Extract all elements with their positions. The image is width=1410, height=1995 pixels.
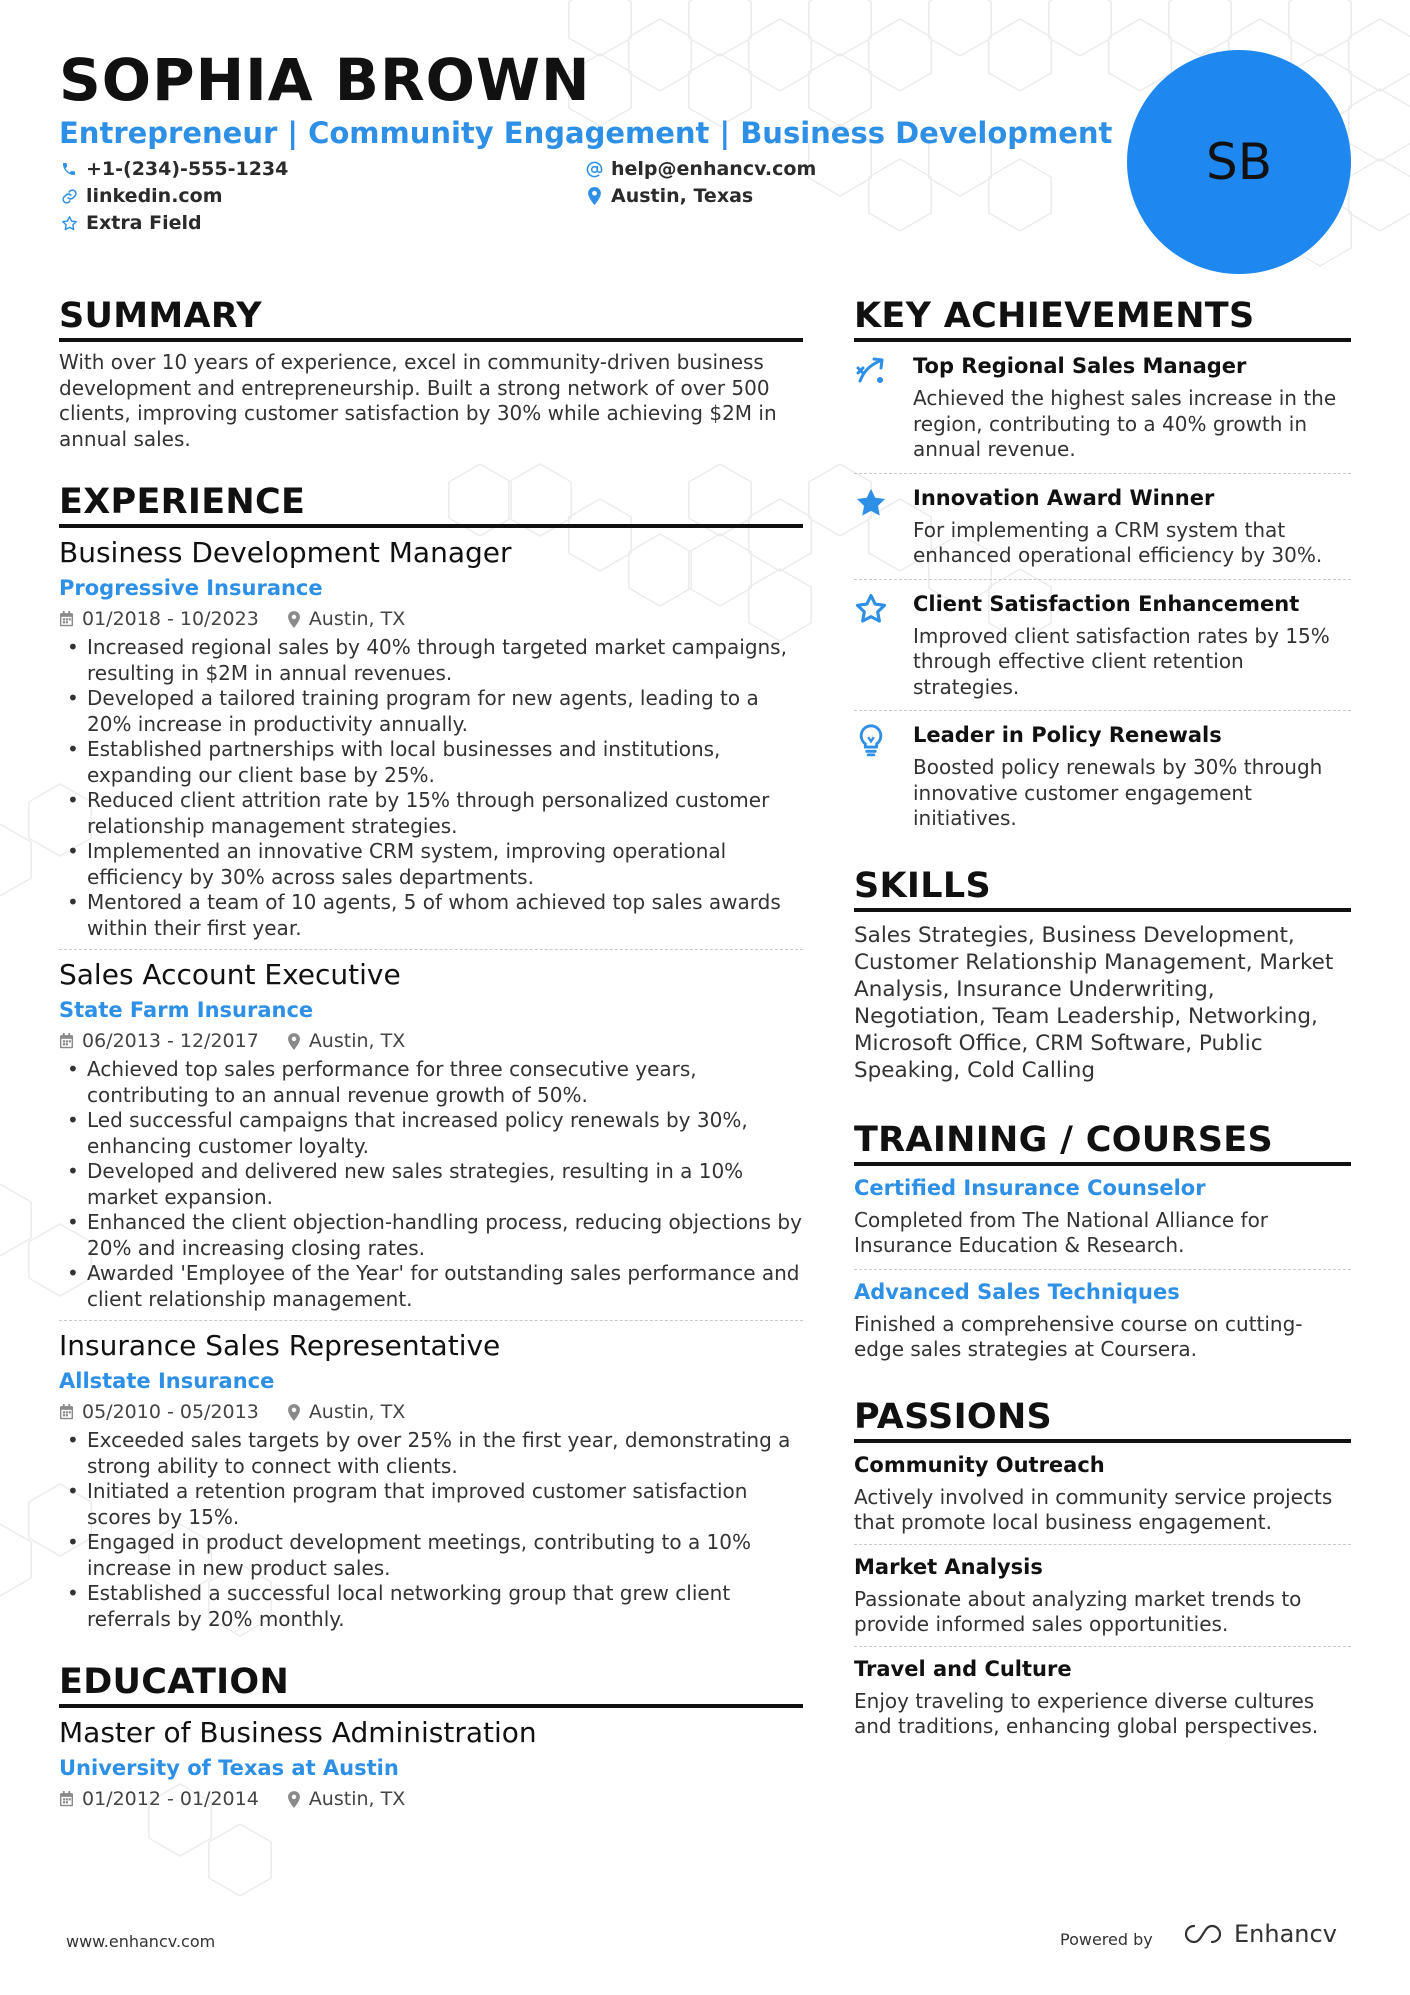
school-name: University of Texas at Austin — [59, 1756, 399, 1780]
job-bullet: • Engaged in product development meetings, contributing to a 10% increase in new product sales. — [59, 1530, 803, 1581]
achievements-list — [854, 342, 1351, 842]
contact-extra — [59, 212, 202, 234]
job-meta — [59, 1399, 803, 1425]
achievement-desc: Boosted policy renewals by 30% through innovative customer engagement initiatives. — [913, 755, 1323, 830]
experience-section — [59, 482, 803, 1640]
avatar-initials: SB — [1205, 133, 1273, 191]
achievement-desc: For implementing a CRM system that enhanced operational efficiency by 30%. — [913, 517, 1323, 567]
degree-title: Master of Business Administration — [59, 1716, 537, 1749]
education-meta — [59, 1786, 803, 1812]
company-name: State Farm Insurance — [59, 998, 314, 1022]
job-bullet: • Implemented an innovative CRM system, improving operational efficiency by 30% across sales departments. — [59, 839, 803, 890]
job-bullet: • Established a successful local networking group that grew client referrals by 20% monthly. — [59, 1581, 803, 1632]
job-dates — [59, 606, 259, 632]
skills-section — [854, 866, 1351, 1084]
lightbulb-icon — [854, 721, 913, 832]
passions-section — [854, 1397, 1351, 1748]
map-pin-icon — [584, 186, 604, 206]
contact-phone[interactable] — [59, 158, 288, 180]
job-location-text: Austin, TX — [308, 1401, 406, 1423]
footer-brand[interactable] — [1180, 1920, 1337, 1948]
summary-heading: SUMMARY — [59, 296, 803, 342]
job-title: Business Development Manager — [59, 536, 512, 569]
training-heading: TRAINING / COURSES — [854, 1120, 1351, 1166]
contact-info — [59, 158, 839, 242]
passion-title: Market Analysis — [854, 1554, 1043, 1579]
contact-linkedin[interactable] — [59, 185, 223, 207]
course-title: Certified Insurance Counselor — [854, 1175, 1206, 1200]
company-name: Allstate Insurance — [59, 1369, 275, 1393]
achievement-title: Client Satisfaction Enhancement — [913, 591, 1300, 616]
job-bullet: • Reduced client attrition rate by 15% through personalized customer relationship management strategies. — [59, 788, 803, 839]
job-bullets — [59, 1428, 803, 1632]
left-column — [59, 296, 803, 1812]
calendar-icon — [59, 1791, 74, 1807]
course-desc: Completed from The National Alliance for Insurance Education & Research. — [854, 1207, 1269, 1257]
job-location — [287, 606, 405, 632]
footer-brand-text: Enhancv — [1234, 1920, 1337, 1948]
experience-entry — [59, 1321, 803, 1640]
contact-location — [584, 185, 753, 207]
education-entry — [59, 1708, 803, 1812]
star-outline-icon — [59, 213, 79, 233]
passion-item — [854, 1443, 1351, 1545]
location-text: Austin, Texas — [611, 185, 754, 207]
map-pin-icon — [287, 1791, 301, 1808]
link-icon — [59, 186, 79, 206]
job-bullet: • Increased regional sales by 40% through targeted market campaigns, resulting in $2M in annual revenues. — [59, 635, 803, 686]
footer-powered-by: Powered by — [1060, 1930, 1153, 1949]
job-bullets — [59, 1057, 803, 1312]
experience-heading: EXPERIENCE — [59, 482, 803, 528]
right-column — [854, 296, 1351, 1748]
experience-entry — [59, 528, 803, 950]
job-location-text: Austin, TX — [308, 608, 406, 630]
job-title: Insurance Sales Representative — [59, 1329, 501, 1362]
map-pin-icon — [287, 1033, 301, 1050]
job-bullet: • Developed and delivered new sales strategies, resulting in a 10% market expansion. — [59, 1159, 803, 1210]
candidate-name: SOPHIA BROWN — [59, 46, 591, 114]
calendar-icon — [59, 1033, 74, 1049]
candidate-headline: Entrepreneur | Community Engagement | Business Development — [59, 116, 1113, 150]
skills-text: Sales Strategies, Business Development, Customer Relationship Management, Market Analysis, Insurance Underwriting, Negotiation, Team Leadership, Networking, Microsoft Office, CRM Software, Public Speaking, Cold Calling — [854, 922, 1334, 1083]
job-dates — [59, 1028, 259, 1054]
job-location-text: Austin, TX — [308, 1030, 406, 1052]
achievement-title: Innovation Award Winner — [913, 485, 1215, 510]
achievement-body — [913, 484, 1351, 569]
job-bullet: • Exceeded sales targets by over 25% in the first year, demonstrating a strong ability to connect with clients. — [59, 1428, 803, 1479]
achievement-desc: Achieved the highest sales increase in the region, contributing to a 40% growth in annual revenue. — [913, 386, 1337, 461]
course-item — [854, 1166, 1351, 1270]
at-sign-icon — [584, 159, 604, 179]
linkedin-text: linkedin.com — [86, 185, 223, 207]
skills-heading: SKILLS — [854, 866, 1351, 912]
education-heading: EDUCATION — [59, 1662, 803, 1708]
passion-item — [854, 1647, 1351, 1748]
achievements-heading: KEY ACHIEVEMENTS — [854, 296, 1351, 342]
achievement-body — [913, 590, 1351, 701]
achievements-section — [854, 296, 1351, 842]
achievement-title: Leader in Policy Renewals — [913, 723, 1222, 747]
enhancv-logo-icon — [1180, 1923, 1226, 1945]
education-section — [59, 1662, 803, 1812]
job-dates-text: 06/2013 - 12/2017 — [82, 1030, 259, 1052]
achievement-item — [854, 580, 1351, 712]
company-name: Progressive Insurance — [59, 576, 323, 600]
job-bullet: • Developed a tailored training program for new agents, leading to a 20% increase in productivity annually. — [59, 686, 803, 737]
map-pin-icon — [287, 611, 301, 628]
experience-list — [59, 528, 803, 1640]
job-location — [287, 1399, 405, 1425]
achievement-desc: Improved client satisfaction rates by 15% through effective client retention strategies. — [913, 623, 1330, 699]
experience-entry — [59, 950, 803, 1321]
summary-section — [59, 296, 803, 452]
avatar — [1127, 50, 1351, 274]
course-title: Advanced Sales Techniques — [854, 1279, 1180, 1304]
achievement-body — [913, 721, 1351, 832]
extra-field-text: Extra Field — [86, 212, 202, 234]
phone-icon — [59, 159, 79, 179]
achievement-item — [854, 711, 1351, 842]
training-section — [854, 1120, 1351, 1373]
passion-desc: Enjoy traveling to experience diverse cultures and traditions, enhancing global perspectives. — [854, 1688, 1319, 1738]
job-bullet: • Led successful campaigns that increased policy renewals by 30%, enhancing customer loyalty. — [59, 1108, 803, 1159]
passions-heading: PASSIONS — [854, 1397, 1351, 1443]
job-bullet: • Enhanced the client objection-handling process, reducing objections by 20% and increasing closing rates. — [59, 1210, 803, 1261]
rocket-launch-icon — [854, 352, 913, 463]
email-text: help@enhancv.com — [611, 158, 817, 180]
job-dates-text: 01/2018 - 10/2023 — [82, 608, 259, 630]
achievement-title: Top Regional Sales Manager — [913, 354, 1247, 378]
contact-email[interactable] — [584, 158, 816, 180]
education-location-text: Austin, TX — [308, 1788, 406, 1810]
job-dates-text: 05/2010 - 05/2013 — [82, 1401, 259, 1423]
course-desc: Finished a comprehensive course on cutting-edge sales strategies at Coursera. — [854, 1311, 1303, 1361]
job-bullet: • Mentored a team of 10 agents, 5 of whom achieved top sales awards within their first year. — [59, 890, 803, 941]
passion-item — [854, 1545, 1351, 1647]
phone-text: +1-(234)-555-1234 — [86, 158, 289, 180]
job-bullet: • Initiated a retention program that improved customer satisfaction scores by 15%. — [59, 1479, 803, 1530]
job-meta — [59, 1028, 803, 1054]
star-filled-icon — [854, 484, 913, 569]
job-bullet: • Awarded 'Employee of the Year' for outstanding sales performance and client relationship management. — [59, 1261, 803, 1312]
map-pin-icon — [287, 1404, 301, 1421]
job-title: Sales Account Executive — [59, 958, 401, 991]
achievement-body — [913, 352, 1351, 463]
passion-title: Travel and Culture — [854, 1656, 1072, 1681]
passion-desc: Actively involved in community service projects that promote local business engagement. — [854, 1484, 1333, 1534]
course-item — [854, 1270, 1351, 1373]
summary-text: With over 10 years of experience, excel in community-driven business development and entrepreneurship. Built a strong network of over 500 clients, improving customer satisfaction by 30% while achieving $2M in annual sales. — [59, 350, 777, 451]
achievement-item — [854, 474, 1351, 580]
job-location — [287, 1028, 405, 1054]
passion-desc: Passionate about analyzing market trends to provide informed sales opportunities. — [854, 1586, 1302, 1636]
education-location — [287, 1786, 405, 1812]
passions-list — [854, 1443, 1351, 1748]
education-dates — [59, 1786, 259, 1812]
job-dates — [59, 1399, 259, 1425]
job-bullet: • Established partnerships with local businesses and institutions, expanding our client base by 25%. — [59, 737, 803, 788]
courses-list — [854, 1166, 1351, 1373]
achievement-item — [854, 342, 1351, 474]
job-meta — [59, 606, 803, 632]
job-bullets — [59, 635, 803, 941]
calendar-icon — [59, 1404, 74, 1420]
footer-url[interactable]: www.enhancv.com — [66, 1932, 216, 1951]
job-bullet: • Achieved top sales performance for three consecutive years, contributing to an annual revenue growth of 50%. — [59, 1057, 803, 1108]
passion-title: Community Outreach — [854, 1452, 1105, 1477]
calendar-icon — [59, 611, 74, 627]
star-outline-icon — [854, 590, 913, 701]
education-dates-text: 01/2012 - 01/2014 — [82, 1788, 259, 1810]
